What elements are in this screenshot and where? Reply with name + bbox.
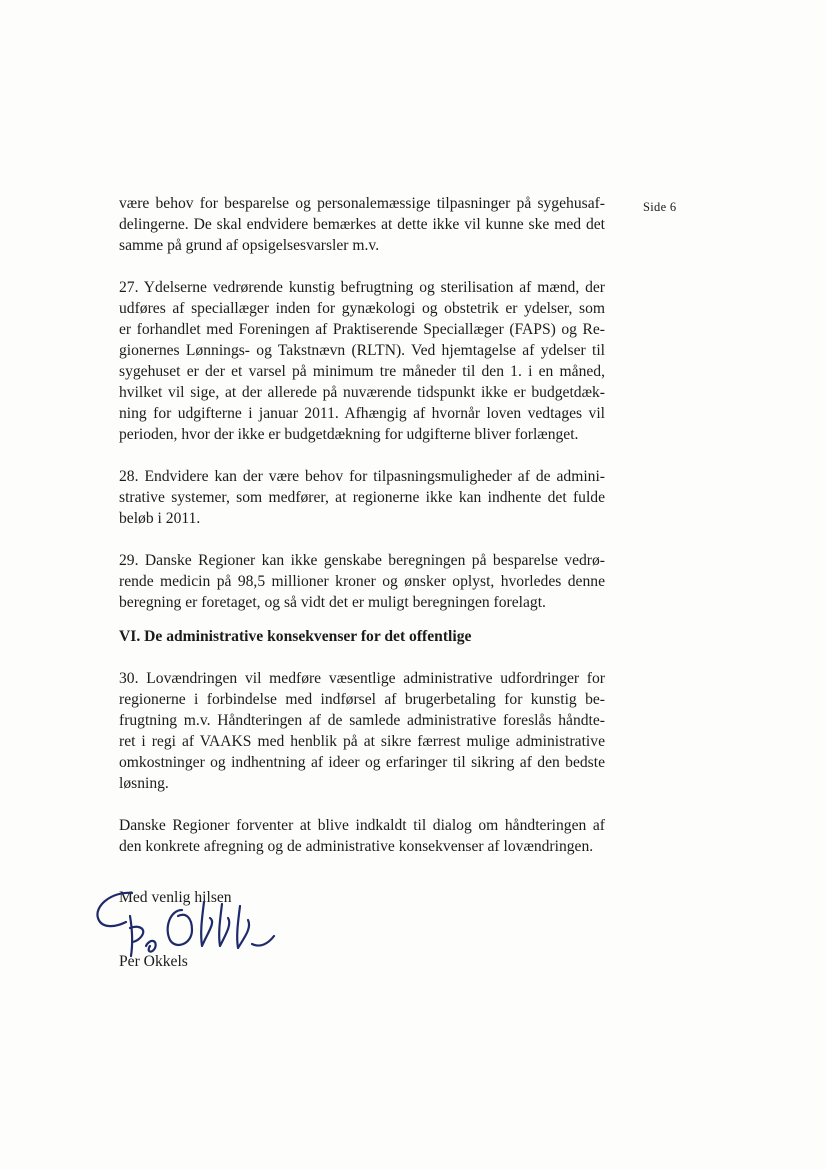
text-line: sygehuset er der et varsel på minimum tre måneder til den 1. i en måned, (119, 363, 605, 380)
text-line: være behov for besparelse og personalemæssige tilpasninger på sygehusaf- (119, 195, 605, 212)
text-line: regionerne i forbindelse med indførsel af brugerbetaling for kunstig be- (119, 691, 605, 708)
text-line: hvilket vil sige, at der allerede på nuværende tidspunkt ikke er budgetdæk- (119, 384, 605, 401)
text-line: udføres af speciallæger inden for gynækologi og obstetrik er ydelser, som (119, 300, 605, 317)
text-line: ret i regi af VAAKS med henblik på at sikre færrest mulige administrative (119, 733, 605, 750)
paragraph-27 (119, 277, 605, 445)
text-line: 29. Danske Regioner kan ikke genskabe beregningen på besparelse vedrø- (119, 552, 605, 569)
section-heading: VI. De administrative konsekvenser for det offentlige (119, 628, 472, 645)
paragraph-29 (119, 550, 605, 613)
text-line: 28. Endvidere kan der være behov for tilpasningsmuligheder af de admini- (119, 468, 605, 485)
text-line: strative systemer, som medfører, at regionerne ikke kan indhente det fulde (119, 489, 605, 506)
text-line: beløb i 2011. (119, 510, 201, 527)
paragraph-continuation (119, 193, 605, 256)
text-line: gionernes Lønnings- og Takstnævn (RLTN). Ved hjemtagelse af ydelser til (119, 342, 605, 359)
text-line: 27. Ydelserne vedrørende kunstig befrugtning og sterilisation af mænd, der (119, 279, 605, 296)
page-number: Side 6 (643, 200, 677, 214)
text-line: 30. Lovændringen vil medføre væsentlige administrative udfordringer for (119, 670, 605, 687)
text-line: samme på grund af opsigelsesvarsler m.v. (119, 237, 380, 254)
text-line: Danske Regioner forventer at blive indkaldt til dialog om håndteringen af (119, 817, 605, 834)
paragraph-30 (119, 668, 605, 794)
text-line: frugtning m.v. Håndteringen af de samlede administrative foreslås håndte- (119, 712, 605, 729)
text-line: den konkrete afregning og de administrative konsekvenser af lovændringen. (119, 838, 594, 855)
text-line: løsning. (119, 775, 169, 792)
text-line: er forhandlet med Foreningen af Praktiserende Speciallæger (FAPS) og Re- (119, 321, 605, 338)
text-line: perioden, hvor der ikke er budgetdækning for udgifterne bliver forlænget. (119, 426, 579, 443)
text-line: omkostninger og indhentning af ideer og erfaringer til sikring af den bedste (119, 754, 605, 771)
paragraph-dialog (119, 815, 605, 857)
closing-greeting: Med venlig hilsen (119, 889, 232, 906)
text-line: rende medicin på 98,5 millioner kroner og ønsker oplyst, hvorledes denne (119, 573, 605, 590)
text-line: ning for udgifterne i januar 2011. Afhængig af hvornår loven vedtages vil (119, 405, 605, 422)
letter-body (119, 193, 605, 857)
handwritten-signature (92, 888, 277, 963)
paragraph-28 (119, 466, 605, 529)
text-line: delingerne. De skal endvidere bemærkes at dette ikke vil kunne ske med det (119, 216, 605, 233)
signatory-name: Per Okkels (119, 953, 188, 970)
text-line: beregning er foretaget, og så vidt det er muligt beregningen forelagt. (119, 594, 546, 611)
